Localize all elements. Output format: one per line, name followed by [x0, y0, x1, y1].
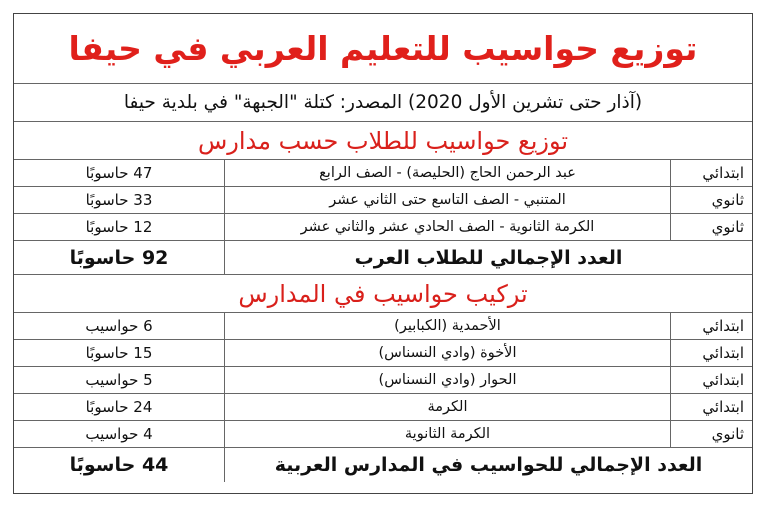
school-cell: الأحمدية (الكبابير)	[224, 313, 670, 339]
count-cell: 47 حاسوبًا	[85, 164, 153, 182]
level-cell: ابتدائي	[670, 394, 752, 420]
total-label: العدد الإجمالي للطلاب العرب	[224, 241, 752, 274]
table-row	[14, 421, 752, 448]
table-row	[14, 313, 752, 340]
document-table	[13, 13, 753, 494]
section1-heading: توزيع حواسيب للطلاب حسب مدارس	[14, 122, 752, 160]
table-row	[14, 187, 752, 214]
count-cell: 33 حاسوبًا	[85, 191, 153, 209]
school-cell: الكرمة الثانوية - الصف الحادي عشر والثاني عشر	[224, 214, 670, 240]
level-cell: ثانوي	[670, 187, 752, 213]
count-cell: 12 حاسوبًا	[85, 218, 153, 236]
total-label: العدد الإجمالي للحواسيب في المدارس العربية	[224, 448, 752, 482]
table-row	[14, 214, 752, 241]
total-row	[14, 241, 752, 275]
level-cell: ابتدائي	[670, 367, 752, 393]
school-cell: المتنبي - الصف التاسع حتى الثاني عشر	[224, 187, 670, 213]
count-cell: 6 حواسيب	[85, 317, 153, 335]
table-row	[14, 340, 752, 367]
total-value: 44 حاسوبًا	[69, 454, 169, 476]
level-cell: ثانوي	[670, 214, 752, 240]
count-cell: 5 حواسيب	[85, 371, 153, 389]
page-title: توزيع حواسيب للتعليم العربي في حيفا	[14, 14, 752, 84]
school-cell: عبد الرحمن الحاج (الحليصة) - الصف الرابع	[224, 160, 670, 186]
table-row	[14, 160, 752, 187]
table-row	[14, 394, 752, 421]
school-cell: الكرمة	[224, 394, 670, 420]
school-cell: الأخوة (وادي النسناس)	[224, 340, 670, 366]
total-row	[14, 448, 752, 482]
school-cell: الحوار (وادي النسناس)	[224, 367, 670, 393]
level-cell: ثانوي	[670, 421, 752, 447]
level-cell: ابتدائي	[670, 160, 752, 186]
page-subtitle: (آذار حتى تشرين الأول 2020) المصدر: كتلة "الجبهة" في بلدية حيفا	[14, 84, 752, 122]
level-cell: ابتدائي	[670, 340, 752, 366]
section2-heading: تركيب حواسيب في المدارس	[14, 275, 752, 313]
count-cell: 4 حواسيب	[85, 425, 153, 443]
level-cell: ابتدائي	[670, 313, 752, 339]
count-cell: 24 حاسوبًا	[85, 398, 153, 416]
school-cell: الكرمة الثانوية	[224, 421, 670, 447]
total-value: 92 حاسوبًا	[69, 246, 169, 269]
count-cell: 15 حاسوبًا	[85, 344, 153, 362]
table-row	[14, 367, 752, 394]
